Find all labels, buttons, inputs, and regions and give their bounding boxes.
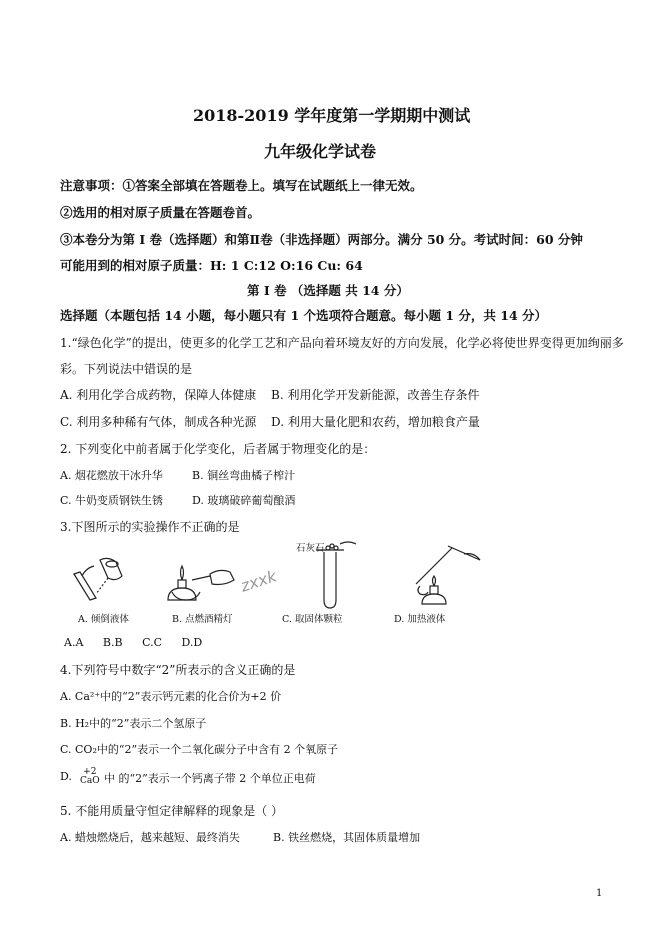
page-number: 1 [596, 888, 603, 899]
q1-option-c: C. 利用多种稀有气体，制成各种光源 [60, 415, 257, 429]
notes-line-2: ②选用的相对原子质量在答题卷首。 [60, 205, 261, 220]
q1-option-a: A. 利用化学合成药物，保障人体健康 [60, 388, 257, 402]
q5-option-a: A. 蜡烛燃烧后，越来越短、最终消失 [60, 831, 240, 844]
q4-option-a: A. Ca²⁺中的“2”表示钙元素的化合价为+2 价 [60, 690, 282, 703]
fig-top-label: 石灰石 [296, 543, 325, 554]
q2-option-b: B. 铜丝弯曲橘子榨汁 [192, 469, 296, 482]
q4-option-d-prefix: D. [60, 770, 72, 783]
q2-option-d: D. 玻璃破碎葡萄酿酒 [192, 494, 296, 507]
q3-stem: 3.下图所示的实验操作不正确的是 [60, 520, 240, 534]
q1-stem-line-2: 彩。下列说法中错误的是 [60, 362, 193, 376]
fig-caption-b: B. 点燃酒精灯 [172, 614, 233, 625]
section-instructions: 选择题（本题包括 14 小题，每小题只有 1 个选项符合题意。每小题 1 分，共 14 分） [60, 308, 548, 323]
q3-options-row [64, 636, 218, 649]
q2-option-c: C. 牛奶变质钢铁生锈 [60, 494, 164, 507]
q3-option-b: B.B [102, 636, 123, 649]
q4-oxide-charge: +2 [83, 767, 97, 777]
watermark-text: zxxk [238, 566, 279, 596]
fig-caption-c: C. 取固体颗粒 [282, 614, 343, 625]
q4-stem: 4.下列符号中数字“2”所表示的含义正确的是 [60, 663, 296, 677]
q3-option-d: D.D [181, 636, 203, 649]
fig-caption-d: D. 加热液体 [394, 614, 446, 625]
q4-oxide-formula: CaO [80, 776, 100, 786]
q4-option-b: B. H₂中的“2”表示二个氢原子 [60, 717, 207, 730]
q4-oxide-notation [80, 768, 100, 786]
q5-stem: 5. 不能用质量守恒定律解释的现象是（ ） [60, 804, 284, 818]
q5-option-b: B. 铁丝燃烧，其固体质量增加 [273, 831, 421, 844]
q3-option-c: C.C [142, 636, 162, 649]
q1-option-d: D. 利用大量化肥和农药，增加粮食产量 [271, 415, 480, 429]
section-heading: 第 I 卷 （选择题 共 14 分） [247, 283, 409, 298]
q2-stem: 2. 下列变化中前者属于化学变化，后者属于物理变化的是： [60, 442, 376, 456]
exam-title: 2018-2019 学年度第一学期期中测试 [193, 106, 471, 125]
q3-option-a: A.A [64, 636, 84, 649]
q1-stem-line-1: 1.“绿色化学”的提出，使更多的化学工艺和产品向着环境友好的方向发展，化学必将使世界变得更加绚丽多 [60, 336, 624, 350]
q2-option-a: A. 烟花燃放干冰升华 [60, 469, 163, 482]
lab-operations-figure [60, 540, 500, 625]
q4-option-d-text: 中 的“2”表示一个钙离子带 2 个单位正电荷 [104, 772, 316, 785]
exam-subtitle: 九年级化学试卷 [264, 142, 377, 161]
notes-line-3: ③本卷分为第 I 卷（选择题）和第Ⅱ卷（非选择题）两部分。满分 50 分。考试时间：60 分钟 [60, 232, 583, 247]
notes-line-4: 可能用到的相对原子质量：H: 1 C:12 O:16 Cu: 64 [60, 258, 363, 273]
notes-line-1: 注意事项：①答案全部填在答题卷上。填写在试题纸上一律无效。 [60, 178, 423, 193]
q4-option-c: C. CO₂中的“2”表示一个二氧化碳分子中含有 2 个氧原子 [60, 743, 339, 756]
q1-option-b: B. 利用化学开发新能源，改善生存条件 [271, 388, 480, 402]
fig-caption-a: A. 倾倒液体 [78, 614, 129, 625]
